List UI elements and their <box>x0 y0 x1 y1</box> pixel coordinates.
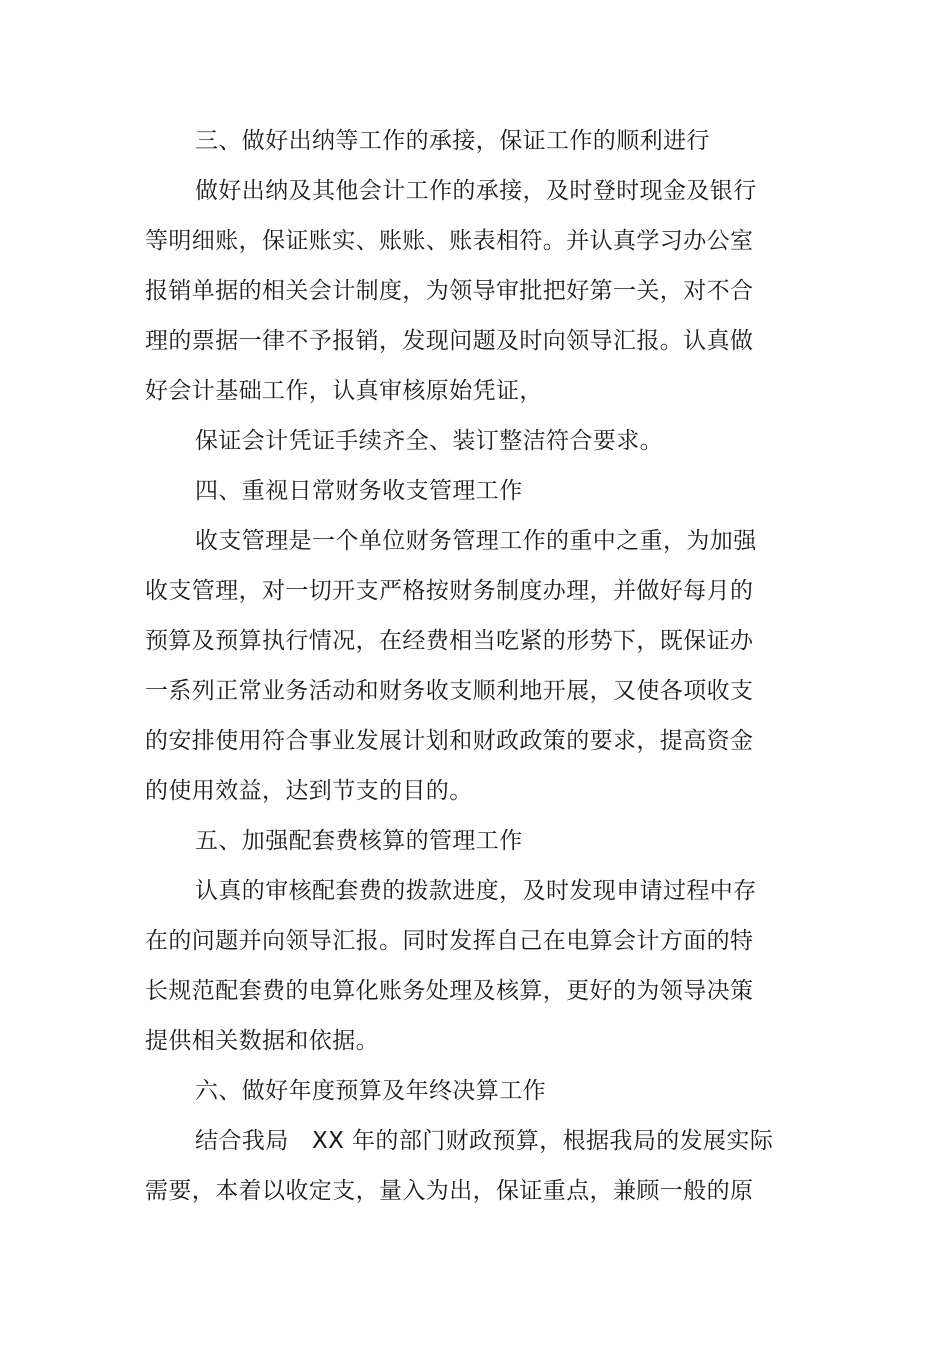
paragraph-line: 报销单据的相关会计制度，为领导审批把好第一关，对不合 <box>145 278 754 304</box>
paragraph-line: 保证会计凭证手续齐全、装订整洁符合要求。 <box>195 428 663 454</box>
heading-section-4: 四、重视日常财务收支管理工作 <box>195 478 523 504</box>
paragraph-line: 一系列正常业务活动和财务收支顺利地开展，又使各项收支 <box>145 678 754 704</box>
heading-section-6: 六、做好年度预算及年终决算工作 <box>195 1078 546 1104</box>
heading-section-3: 三、做好出纳等工作的承接，保证工作的顺利进行 <box>195 128 710 154</box>
paragraph-line: 需要，本着以收定支，量入为出，保证重点，兼顾一般的原 <box>145 1178 754 1204</box>
paragraph-line: 的安排使用符合事业发展计划和财政政策的要求，提高资金 <box>145 728 754 754</box>
paragraph-line: 做好出纳及其他会计工作的承接，及时登时现金及银行 <box>195 178 757 204</box>
paragraph-line: 在的问题并向领导汇报。同时发挥自己在电算会计方面的特 <box>145 928 754 954</box>
paragraph-line: 好会计基础工作，认真审核原始凭证， <box>145 378 543 404</box>
paragraph-line: 理的票据一律不予报销，发现问题及时向领导汇报。认真做 <box>145 328 754 354</box>
paragraph-line: 认真的审核配套费的拨款进度，及时发现申请过程中存 <box>195 878 757 904</box>
paragraph-line: 的使用效益，达到节支的目的。 <box>145 778 473 804</box>
paragraph-line: 长规范配套费的电算化账务处理及核算，更好的为领导决策 <box>145 978 754 1004</box>
heading-section-5: 五、加强配套费核算的管理工作 <box>195 828 523 854</box>
paragraph-line: 结合我局 XX 年的部门财政预算，根据我局的发展实际 <box>195 1128 774 1154</box>
paragraph-line: 收支管理，对一切开支严格按财务制度办理，并做好每月的 <box>145 578 754 604</box>
paragraph-line: 收支管理是一个单位财务管理工作的重中之重，为加强 <box>195 528 757 554</box>
paragraph-line: 预算及预算执行情况，在经费相当吃紧的形势下，既保证办 <box>145 628 754 654</box>
paragraph-line: 提供相关数据和依据。 <box>145 1028 379 1054</box>
paragraph-line: 等明细账，保证账实、账账、账表相符。并认真学习办公室 <box>145 228 754 254</box>
